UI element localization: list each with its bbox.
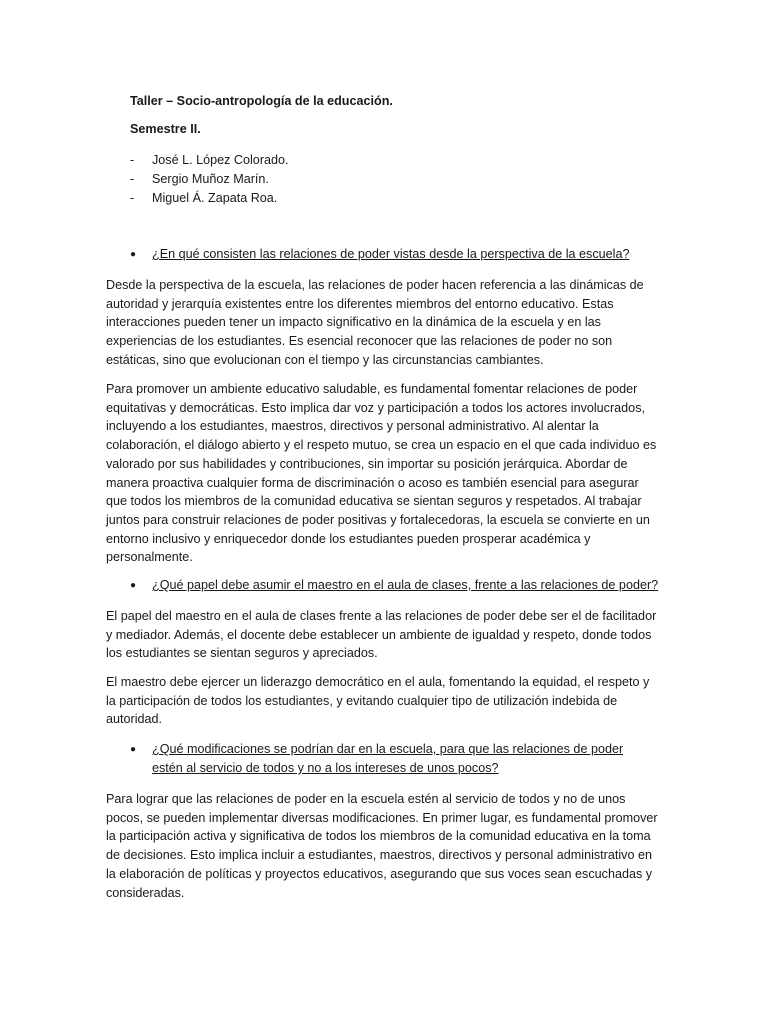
author-name: José L. López Colorado. — [152, 153, 289, 167]
bullet-icon: ● — [130, 744, 137, 755]
answer-paragraph: Para lograr que las relaciones de poder en la escuela estén al servicio de todos y no de unos pocos, se pueden implementar diversas modificaciones. En primer lugar, es fundamental promover la participación activa y significativa de todos los miembros de la comunidad educativa en la toma de decisiones. Esto implica incluir a estudiantes, maestros, directivos y personal administrativo en la elaboración de políticas y proyectos educativos, asegurando que sus voces sean escuchadas y consideradas. — [106, 792, 658, 900]
author-name: Sergio Muñoz Marín. — [152, 172, 269, 186]
semester-label: Semestre II. — [130, 122, 201, 136]
document-title: Taller – Socio-antropología de la educación. — [130, 94, 393, 108]
author-name: Miguel Á. Zapata Roa. — [152, 191, 278, 205]
list-dash: - — [130, 153, 135, 167]
question-item — [130, 740, 650, 778]
answer-paragraph: El papel del maestro en el aula de clases frente a las relaciones de poder debe ser el de facilitador y mediador. Además, el docente debe establecer un ambiente de igualdad y respeto, donde todos los estudiantes se sientan seguros y apreciados. — [106, 609, 657, 661]
question-item — [130, 245, 670, 264]
list-dash: - — [130, 172, 135, 186]
answer-paragraph: Desde la perspectiva de la escuela, las relaciones de poder hacen referencia a las dinámicas de autoridad y jerarquía existentes entre los diferentes miembros del entorno educativo. Estas interacciones pueden tener un impacto significativo en la dinámica de la escuela y en las experiencias de los estudiantes. Es esencial reconocer que las relaciones de poder no son estáticas, sino que evolucionan con el tiempo y las circunstancias cambiantes. — [106, 278, 644, 367]
question-item — [130, 576, 670, 595]
answer-paragraph: Para promover un ambiente educativo saludable, es fundamental fomentar relaciones de poder equitativas y democráticas. Esto implica dar voz y participación a todos los actores involucrados, incluyendo a los estudiantes, maestros, directivos y personal administrativo. Al alentar la colaboración, el diálogo abierto y el respeto mutuo, se crea un espacio en el que cada individuo es valorado por sus habilidades y contribuciones, sin importar su posición jerárquica. Abordar de manera proactiva cualquier forma de discriminación o acoso es también esencial para asegurar que todos los miembros de la comunidad educativa se sientan seguros y respetados. Al trabajar juntos para construir relaciones de poder positivas y fortalecedoras, la escuela se convierte en un entorno inclusivo y enriquecedor donde los estudiantes pueden prosperar académica y personalmente. — [106, 382, 657, 565]
question-text: ¿Qué papel debe asumir el maestro en el aula de clases, frente a las relaciones de poder? — [152, 578, 659, 592]
bullet-icon: ● — [130, 580, 137, 591]
bullet-icon: ● — [130, 249, 137, 260]
answer-paragraph: El maestro debe ejercer un liderazgo democrático en el aula, fomentando la equidad, el respeto y la participación de todos los estudiantes, y evitando cualquier tipo de utilización indebida de autoridad. — [106, 675, 650, 727]
question-text: ¿En qué consisten las relaciones de poder vistas desde la perspectiva de la escuela? — [152, 247, 630, 261]
author-item — [130, 170, 289, 189]
author-list — [130, 151, 289, 208]
author-item — [130, 189, 289, 208]
author-item — [130, 151, 289, 170]
list-dash: - — [130, 191, 135, 205]
question-text: ¿Qué modificaciones se podrían dar en la escuela, para que las relaciones de poder estén al servicio de todos y no a los intereses de unos pocos? — [152, 742, 624, 775]
